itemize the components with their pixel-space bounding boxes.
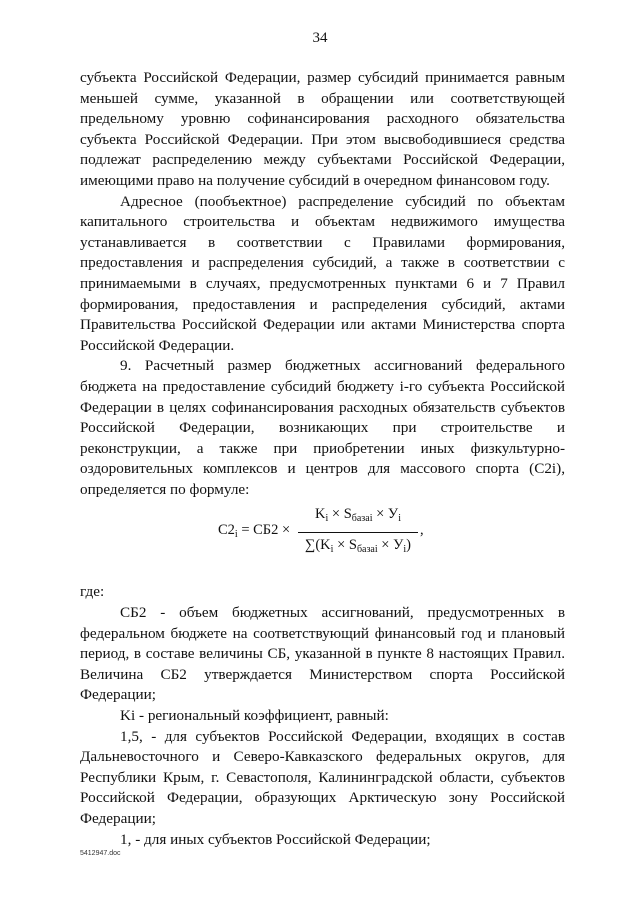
formula-lhs: $С2_i = СБ2$ × <box>218 522 291 541</box>
formula-fraction <box>298 504 418 560</box>
paragraph-sb2-definition: СБ2 - объем бюджетных ассигнований, предусмотренных в федеральном бюджете на соответствующий финансовый год и плановый период, в составе величины СБ, указанной в пункте 8 настоящих Правил. Величина СБ2 утверждается Министерством спорта Российской Федерации; <box>80 604 565 704</box>
paragraph-item-9: 9. Расчетный размер бюджетных ассигнований федерального бюджета на предоставление субсидий бюджету i-го субъекта Российской Федерации в целях софинансирования расходных обязательств субъектов Российской Федерации, возникающих при строительстве и реконструкции, а также при приобретении иных физкультурно-оздоровительных комплексов и центров для массового спорта (С2i), определяется по формуле: <box>80 357 565 498</box>
paragraph-ki-value-1-5: 1,5, - для субъектов Российской Федерации, входящих в состав Дальневосточного и Северо-Кавказского федеральных округов, для Республики Крым, г. Севастополя, Калининградской области, субъектов Российской Федерации, образующих Арктическую зону Российской Федерации; <box>80 727 565 827</box>
paragraph-where: где: <box>80 583 105 601</box>
paragraph-ki-value-1: 1, - для иных субъектов Российской Федерации; <box>120 830 431 848</box>
paragraph-address-distribution: Адресное (пообъектное) распределение субсидий по объектам капитального строительства и объектам недвижимого имущества устанавливается в соответствии с Правилами формирования, предоставления и распределения субсидий, а также в соответствии с принимаемыми в случаях, предусмотренных пунктами 6 и 7 Правил формирования, предоставления и распределения субсидий, актами Правительства Российской Федерации или актами Министерства спорта Российской Федерации. <box>80 192 565 354</box>
formula-denominator: $\sum(K_i \times S_{базаi} \times У_i)$ <box>305 537 411 556</box>
page-number: 34 <box>312 30 328 46</box>
document-body <box>80 68 565 850</box>
paragraph-continuation: субъекта Российской Федерации, размер субсидий принимается равным меньшей сумме, указанной в обращении или соответствующей предельному уровню софинансирования расходного обязательства субъекта Российской Федерации. При этом высвободившиеся средства подлежат распределению между субъектами Российской Федерации, имеющими право на получение субсидий в очередном финансовом году. <box>80 69 565 189</box>
formula-numerator: $K_i \times S_{базаi} \times У_i$ <box>298 504 418 533</box>
file-name-footer: 5412947.doc <box>80 850 121 857</box>
paragraph-ki-definition: Ki - региональный коэффициент, равный: <box>120 707 389 725</box>
formula-c2i <box>80 504 565 562</box>
formula-trailing-comma: , <box>420 522 424 539</box>
